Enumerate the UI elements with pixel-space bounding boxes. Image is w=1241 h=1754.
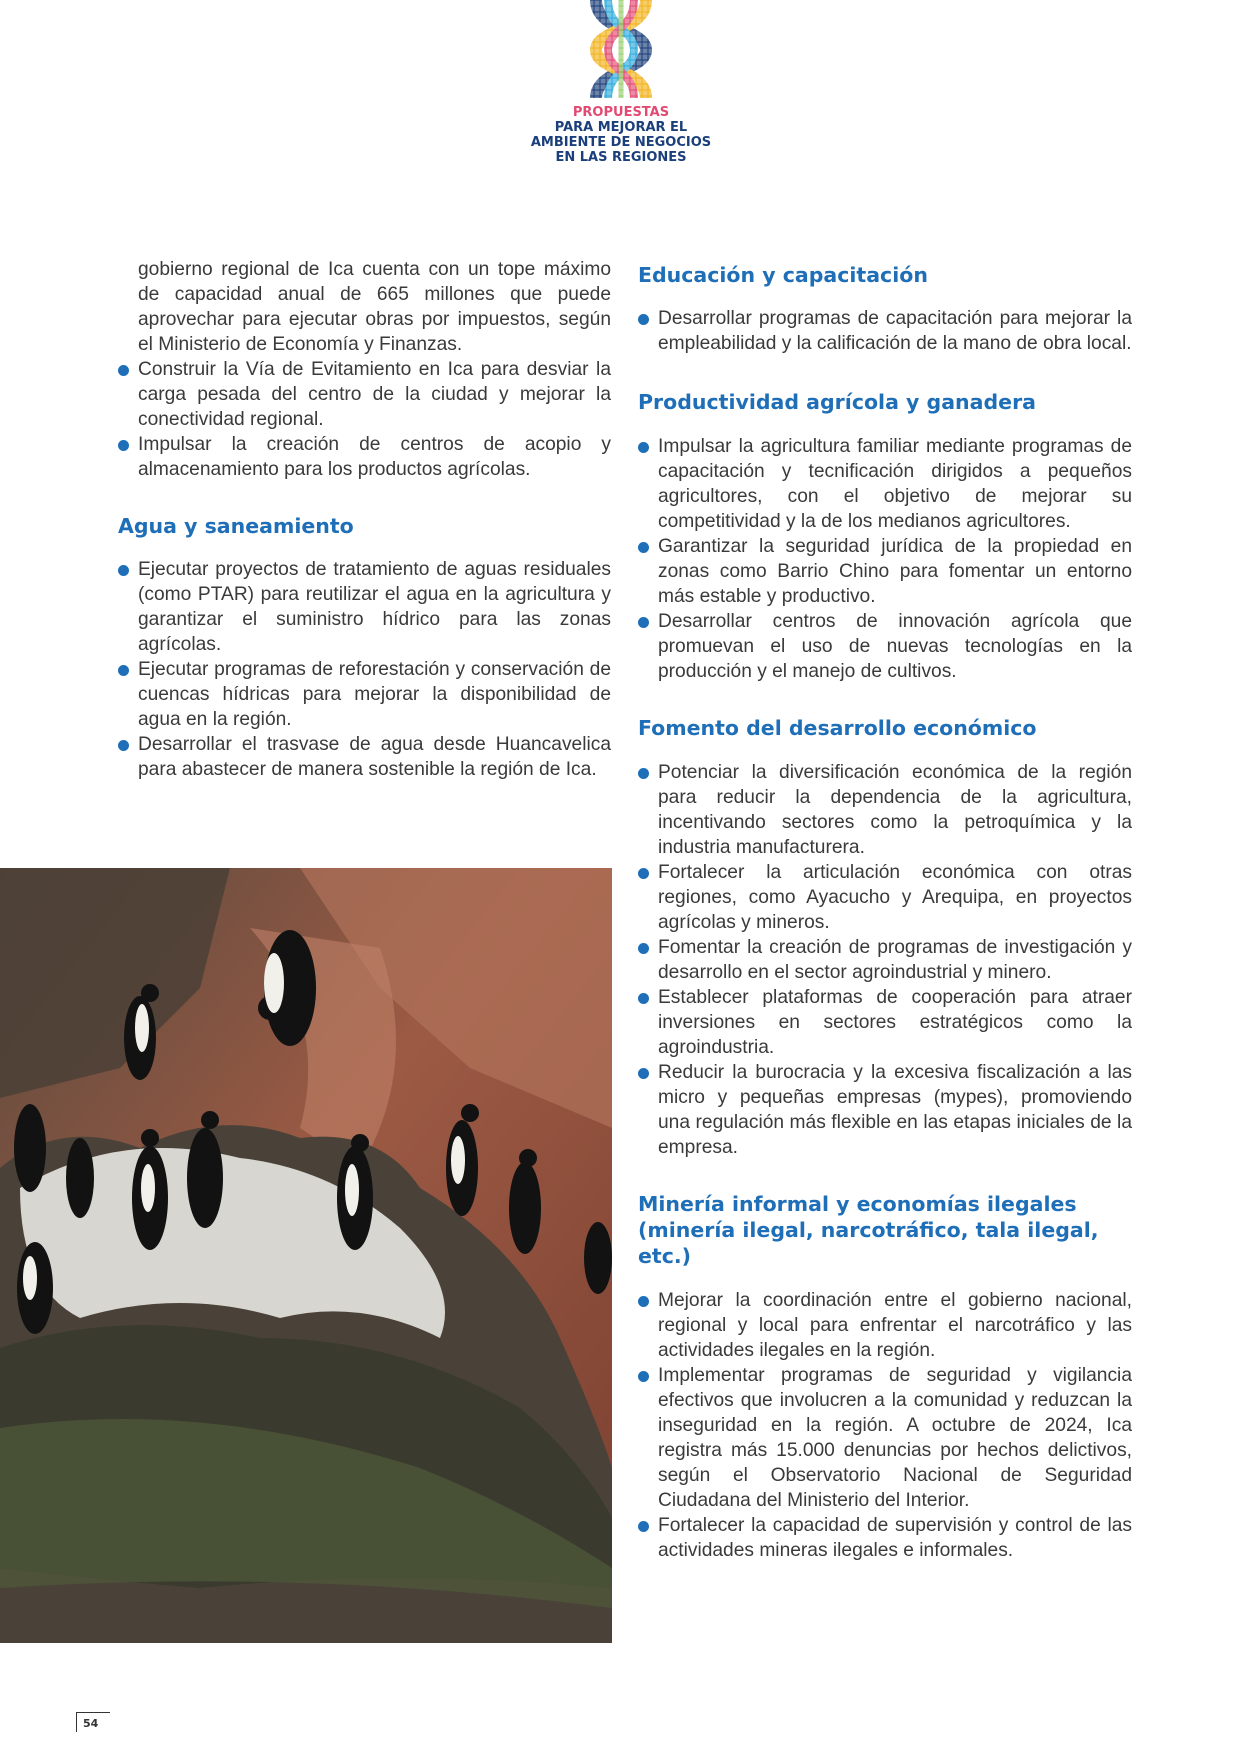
page-number: 54 xyxy=(76,1712,110,1732)
bullet-dot-icon xyxy=(638,442,649,453)
bullet-dot-icon xyxy=(118,740,129,751)
list-item-text: Potenciar la diversificación económica de la región para reducir la dependencia de la agricultura, incentivando sectores como la petroquímica y la industria manufacturera. xyxy=(658,762,1132,858)
list-item xyxy=(638,985,1132,1060)
bullet-dot-icon xyxy=(118,440,129,451)
list-item xyxy=(638,534,1132,609)
list-item xyxy=(638,609,1132,684)
section-heading-fomento: Fomento del desarrollo económico xyxy=(638,716,1037,740)
intro-paragraph: gobierno regional de Ica cuenta con un tope máximo de capacidad anual de 665 millones que puede aprovechar para ejecutar obras por impuestos, según el Ministerio de Economía y Finanzas. xyxy=(138,259,611,355)
page-header xyxy=(500,0,742,175)
bullet-dot-icon xyxy=(638,314,649,325)
list-item-text: Reducir la burocracia y la excesiva fiscalización a las micro y pequeñas empresas (mypes), promoviendo una regulación más flexible en las etapas iniciales de la empresa. xyxy=(658,1062,1132,1158)
bullet-dot-icon xyxy=(638,542,649,553)
list-item-text: Garantizar la seguridad jurídica de la propiedad en zonas como Barrio Chino para fomentar un entorno más estable y productivo. xyxy=(658,536,1132,607)
bullet-dot-icon xyxy=(118,565,129,576)
list-item xyxy=(118,657,611,732)
list-item-text: Desarrollar programas de capacitación para mejorar la empleabilidad y la calificación de la mano de obra local. xyxy=(658,308,1132,354)
list-item xyxy=(638,760,1132,860)
section-heading-educacion: Educación y capacitación xyxy=(638,263,928,287)
list-item-text: Implementar programas de seguridad y vigilancia efectivos que involucren a la comunidad y reduzcan la inseguridad en la región. A octubre de 2024, Ica registra más 15.000 denuncias por hechos delictivos, según el Observatorio Nacional de Seguridad Ciudadana del Ministerio del Interior. xyxy=(658,1365,1132,1511)
list-item xyxy=(638,860,1132,935)
bullet-dot-icon xyxy=(638,1068,649,1079)
left-column xyxy=(118,257,611,782)
bullet-dot-icon xyxy=(638,993,649,1004)
section-heading-agua: Agua y saneamiento xyxy=(118,514,354,538)
header-line-2: PARA MEJORAR EL xyxy=(554,120,688,135)
header-line-3: AMBIENTE DE NEGOCIOS xyxy=(530,135,712,150)
bullet-dot-icon xyxy=(638,943,649,954)
list-item xyxy=(638,935,1132,985)
bullet-dot-icon xyxy=(638,868,649,879)
list-item xyxy=(118,557,611,657)
bullet-dot-icon xyxy=(638,1296,649,1307)
header-title xyxy=(500,105,742,165)
list-item-text: Establecer plataformas de cooperación para atraer inversiones en sectores estratégicos como la agroindustria. xyxy=(658,987,1132,1058)
section-heading-mineria: Minería informal y economías ilegales (minería ilegal, narcotráfico, tala ilegal, etc.) xyxy=(638,1192,1099,1268)
list-item xyxy=(638,1513,1132,1563)
bullet-dot-icon xyxy=(638,768,649,779)
list-item-text: Fortalecer la articulación económica con otras regiones, como Ayacucho y Arequipa, en proyectos agrícolas y mineros. xyxy=(658,862,1132,933)
list-item-text: Fomentar la creación de programas de investigación y desarrollo en el sector agroindustrial y minero. xyxy=(658,937,1132,983)
bullet-dot-icon xyxy=(638,617,649,628)
list-item-text: Mejorar la coordinación entre el gobierno nacional, regional y local para enfrentar el narcotráfico y las actividades ilegales en la región. xyxy=(658,1290,1132,1361)
section-heading-productividad: Productividad agrícola y ganadera xyxy=(638,390,1037,414)
list-item-text: Ejecutar programas de reforestación y conservación de cuencas hídricas para mejorar la disponibilidad de agua en la región. xyxy=(138,659,611,730)
braided-logo-icon xyxy=(582,0,660,98)
list-item xyxy=(118,732,611,782)
list-item-text: Impulsar la creación de centros de acopio y almacenamiento para los productos agrícolas. xyxy=(138,434,611,480)
bullet-dot-icon xyxy=(118,665,129,676)
list-item xyxy=(118,432,611,482)
list-item xyxy=(638,1288,1132,1363)
list-item-text: Fortalecer la capacidad de supervisión y control de las actividades mineras ilegales e informales. xyxy=(658,1515,1132,1561)
list-item-text: Impulsar la agricultura familiar mediante programas de capacitación y tecnificación dirigidos a pequeños agricultores, con el objetivo de mejorar su competitividad y la de los medianos agricultores. xyxy=(658,436,1132,532)
list-item-text: Ejecutar proyectos de tratamiento de aguas residuales (como PTAR) para reutilizar el agua en la agricultura y garantizar el suministro hídrico para las zonas agrícolas. xyxy=(138,559,611,655)
cormorant-photo xyxy=(0,868,612,1643)
bullet-dot-icon xyxy=(638,1521,649,1532)
header-line-4: EN LAS REGIONES xyxy=(555,150,687,165)
bullet-dot-icon xyxy=(118,365,129,376)
header-line-1: PROPUESTAS xyxy=(572,105,670,120)
bullet-dot-icon xyxy=(638,1371,649,1382)
list-item-text: Desarrollar el trasvase de agua desde Huancavelica para abastecer de manera sostenible la región de Ica. xyxy=(138,734,611,780)
list-item xyxy=(118,357,611,432)
list-item-text: Desarrollar centros de innovación agrícola que promuevan el uso de nuevas tecnologías en la producción y el manejo de cultivos. xyxy=(658,611,1132,682)
list-item xyxy=(638,1363,1132,1513)
list-item xyxy=(638,434,1132,534)
right-column xyxy=(638,262,1132,1563)
list-item-text: Construir la Vía de Evitamiento en Ica para desviar la carga pesada del centro de la ciudad y mejorar la conectividad regional. xyxy=(138,359,611,430)
list-item xyxy=(638,1060,1132,1160)
list-item xyxy=(638,306,1132,356)
